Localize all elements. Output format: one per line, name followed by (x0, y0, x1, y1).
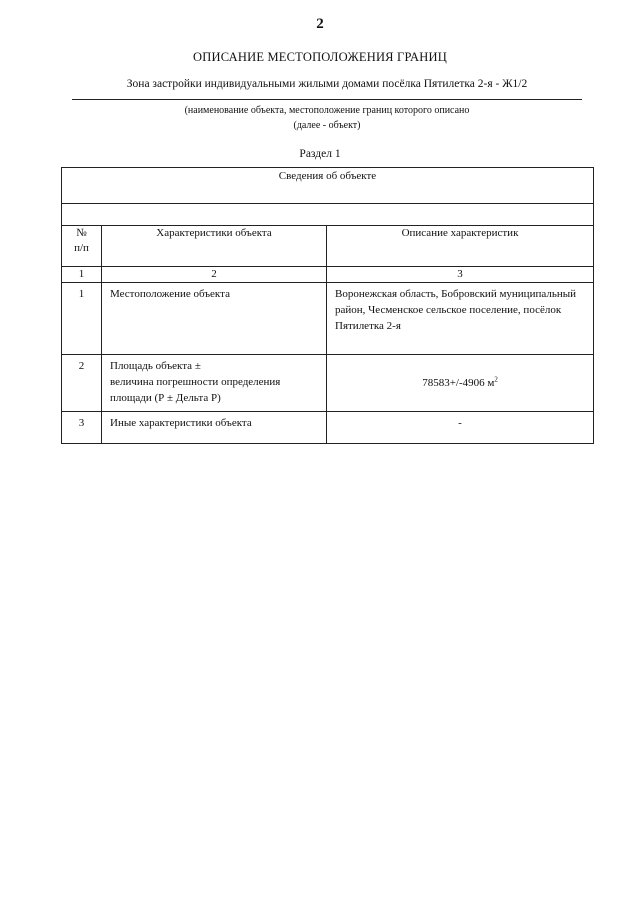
caption-line-2: (далее - объект) (293, 120, 361, 131)
row-characteristic-line2: величина погрешности определения площади (Р ± Дельта Р) (110, 376, 281, 404)
table-row (62, 412, 594, 444)
underline-rule (72, 99, 582, 100)
document-title: ОПИСАНИЕ МЕСТОПОЛОЖЕНИЯ ГРАНИЦ (193, 50, 447, 64)
row-description: - (327, 412, 594, 444)
col-number-3: 3 (327, 267, 594, 283)
col-header-characteristics: Характеристики объекта (102, 226, 327, 267)
row-characteristic (102, 355, 327, 412)
row-number: 3 (62, 412, 102, 444)
section-label: Раздел 1 (299, 148, 341, 160)
col-header-description: Описание характеристик (327, 226, 594, 267)
area-unit-exponent: 2 (494, 375, 498, 384)
col-header-num-line1: № (76, 227, 87, 239)
page-number: 2 (316, 16, 324, 32)
col-header-num (62, 226, 102, 267)
row-characteristic-line1: Площадь объекта ± (110, 360, 201, 372)
table-row (62, 355, 594, 412)
row-description (327, 355, 594, 412)
object-name: Зона застройки индивидуальными жилыми домами посёлка Пятилетка 2-я - Ж1/2 (126, 78, 528, 90)
object-caption (72, 103, 582, 133)
table-heading-row (62, 168, 594, 204)
table-blank-row (62, 204, 594, 226)
column-numbers-row (62, 267, 594, 283)
col-number-1: 1 (62, 267, 102, 283)
row-characteristic: Местоположение объекта (102, 283, 327, 355)
column-headers-row (62, 226, 594, 267)
row-number: 1 (62, 283, 102, 355)
table-row (62, 283, 594, 355)
caption-line-1: (наименование объекта, местоположение границ которого описано (184, 105, 470, 116)
row-characteristic: Иные характеристики объекта (102, 412, 327, 444)
blank-cell (62, 204, 594, 226)
object-info-table (61, 167, 594, 444)
row-number: 2 (62, 355, 102, 412)
table-heading: Сведения об объекте (62, 168, 594, 204)
col-header-num-line2: п/п (74, 242, 89, 254)
row-description: Воронежская область, Бобровский муниципальный район, Чесменское сельское поселение, посёлок Пятилетка 2-я (327, 283, 594, 355)
area-value: 78583+/-4906 м (422, 377, 495, 389)
col-number-2: 2 (102, 267, 327, 283)
